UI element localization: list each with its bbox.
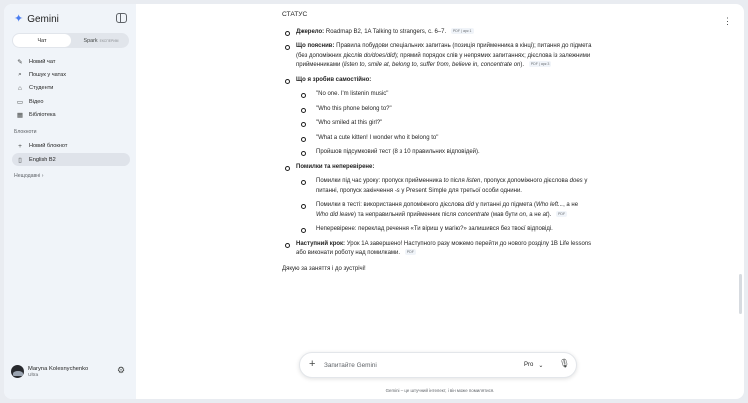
- model-label: Pro: [524, 362, 534, 368]
- list-item-explained: [282, 42, 592, 71]
- disclaimer: Gemini – це штучний інтелект, і він може помилятися.: [385, 388, 495, 393]
- error-text: (мав бути: [489, 211, 520, 218]
- error-item-test: [282, 201, 592, 220]
- mode-toggle: [12, 33, 129, 48]
- list-item-source: [282, 28, 592, 38]
- error-item-unchecked: Неперевірене: переклад речення «Ти віриш у магію?» залишився без твоєї відповіді.: [282, 225, 592, 235]
- error-em: to: [443, 178, 449, 184]
- error-text: у питанні до підмета (: [473, 202, 537, 208]
- error-text: ) та неправильний прийменник після: [354, 211, 458, 218]
- error-text: , а не: [563, 202, 579, 208]
- explained-text-3: ).: [520, 62, 525, 68]
- sidebar-item-library[interactable]: [12, 108, 130, 121]
- more-options-icon[interactable]: ⋮: [723, 16, 732, 26]
- source-label: Джерело:: [296, 28, 325, 35]
- error-text: після: [448, 178, 467, 184]
- sidebar-item-notebook[interactable]: [12, 153, 130, 166]
- sub-item: Пройшов підсумковий тест (8 з 10 правильних відповідей).: [282, 148, 592, 158]
- sub-item: "Who this phone belong to?": [282, 105, 592, 115]
- sidebar-item-label: Бібліотека: [29, 111, 56, 118]
- user-plan: Ultra: [28, 373, 39, 378]
- next-step-text: Урок 1A завершено! Наступного разу можемо перейти до нового розділу 1B Life lessons або виконати роботу над помилками.: [296, 240, 592, 256]
- closing-text: Дякую за заняття і до зустрічі!: [282, 265, 366, 272]
- explained-label: Що пояснив:: [296, 43, 335, 49]
- scrollbar[interactable]: [739, 274, 742, 314]
- recent-toggle[interactable]: [14, 173, 43, 179]
- next-step-citation[interactable]: PDF: [406, 250, 414, 254]
- sidebar: [4, 4, 136, 399]
- error-em: listen: [466, 178, 481, 184]
- sub-item: "Who smiled at this girl?": [282, 119, 592, 129]
- error-em: Who did leave: [316, 211, 355, 218]
- error-em: Who left...: [536, 202, 564, 208]
- tab-chat[interactable]: Чат: [13, 34, 71, 47]
- recent-label: Нещодавні: [14, 173, 41, 179]
- sidebar-item-new-chat[interactable]: [12, 55, 130, 68]
- new-notebook-button[interactable]: [12, 140, 130, 152]
- error-em: on: [519, 211, 526, 218]
- sidebar-item-search-chats[interactable]: [12, 68, 130, 81]
- error-em: -s: [394, 187, 400, 194]
- error-item-lesson: [282, 177, 592, 196]
- sidebar-item-label: Новий чат: [29, 58, 56, 65]
- user-name: Maryna Kolesnychenko: [28, 366, 89, 372]
- error-em: at: [542, 211, 548, 218]
- prompt-input-box[interactable]: [299, 352, 577, 378]
- app-window: [4, 4, 744, 399]
- sub-item: "What a cute kitten! I wonder who it belong to": [282, 134, 592, 144]
- explained-text-2: ); прямий порядок слів у непрямих запитаннях; дієслова із залежними прийменниками (: [296, 52, 591, 68]
- model-selector[interactable]: [524, 362, 543, 369]
- school-icon: ⌂: [18, 84, 22, 92]
- explained-em-1: do/does/did: [363, 52, 395, 59]
- tab-spark-label: Spark: [83, 37, 98, 44]
- sidebar-item-video[interactable]: [12, 95, 130, 108]
- prompt-input[interactable]: Запитайте Gemini: [324, 362, 377, 369]
- notebooks-section-label: Блокноти: [14, 129, 37, 135]
- self-done-label: Що я зробив самостійно:: [296, 76, 372, 83]
- list-item-self-done: [282, 76, 592, 86]
- response-content: [282, 10, 592, 274]
- error-text: у питанні, пропуск закінчення: [316, 178, 588, 194]
- error-text: ).: [547, 211, 552, 218]
- errors-label: Помилки та неперевірене:: [296, 163, 375, 170]
- plus-icon: +: [18, 142, 22, 150]
- experimental-badge: ЕКСПЕРИМ: [99, 38, 119, 43]
- status-heading: СТАТУС: [282, 11, 308, 18]
- error-citation[interactable]: PDF: [557, 211, 566, 216]
- explained-text-1: Правила побудови спеціальних запитань (позиція прийменника в кінці); питання до підмета (без допоміжних дієслів: [296, 43, 592, 59]
- microphone-icon[interactable]: 🎙: [559, 358, 570, 368]
- library-icon: ▦: [16, 111, 24, 119]
- explained-em-2: listen to, smile at, belong to, suffer from, believe in, concentrate on: [343, 62, 521, 68]
- error-em: concentrate: [457, 211, 490, 218]
- sub-item: "No one. I'm listenin music": [282, 90, 592, 100]
- brand-name: Gemini: [27, 14, 59, 25]
- error-text: , пропуск допоміжного дієслова: [480, 178, 570, 184]
- search-icon: ⌕: [18, 70, 22, 78]
- collapse-sidebar-icon[interactable]: [116, 13, 127, 23]
- video-icon: ▭: [16, 98, 24, 106]
- error-text: , а не: [525, 211, 543, 218]
- source-text: Roadmap B2, 1A Talking to strangers, с. 6–7.: [325, 28, 447, 35]
- explained-citation[interactable]: PDF | арк 3: [530, 62, 550, 66]
- sidebar-nav: [12, 55, 130, 121]
- settings-icon[interactable]: ⚙: [117, 365, 126, 375]
- next-step-label: Наступний крок:: [296, 240, 346, 247]
- user-profile[interactable]: [11, 360, 129, 382]
- error-em: does: [569, 178, 583, 184]
- sidebar-item-label: Пошук у чатах: [29, 71, 67, 78]
- sidebar-item-label: Відео: [29, 98, 44, 105]
- edit-icon: ✎: [17, 58, 23, 66]
- chevron-right-icon: ›: [41, 173, 44, 179]
- source-citation[interactable]: PDF | арк 1: [452, 28, 472, 33]
- list-item-errors: [282, 163, 592, 173]
- error-text: у Present Simple для третьої особи однини.: [399, 187, 522, 194]
- chat-main: [136, 4, 744, 399]
- tab-spark[interactable]: [74, 33, 128, 48]
- sidebar-item-students[interactable]: [12, 82, 130, 95]
- error-em: did: [465, 202, 474, 208]
- gemini-spark-icon: ✦: [14, 13, 24, 25]
- sidebar-item-label: Студенти: [29, 85, 54, 92]
- brand[interactable]: [14, 14, 59, 25]
- error-text: Помилки під час уроку: пропуск прийменника: [316, 178, 444, 184]
- error-text: Помилки в тесті: використання допоміжного дієслова: [316, 202, 466, 208]
- avatar[interactable]: [11, 365, 24, 378]
- chevron-down-icon: ⌄: [538, 363, 544, 369]
- notebook-label: English B2: [29, 156, 56, 163]
- add-attachment-icon[interactable]: +: [309, 358, 316, 370]
- notebook-icon: ▯: [18, 156, 22, 164]
- new-notebook-label: Новий блокнот: [29, 143, 68, 149]
- list-item-next-step: [282, 240, 592, 259]
